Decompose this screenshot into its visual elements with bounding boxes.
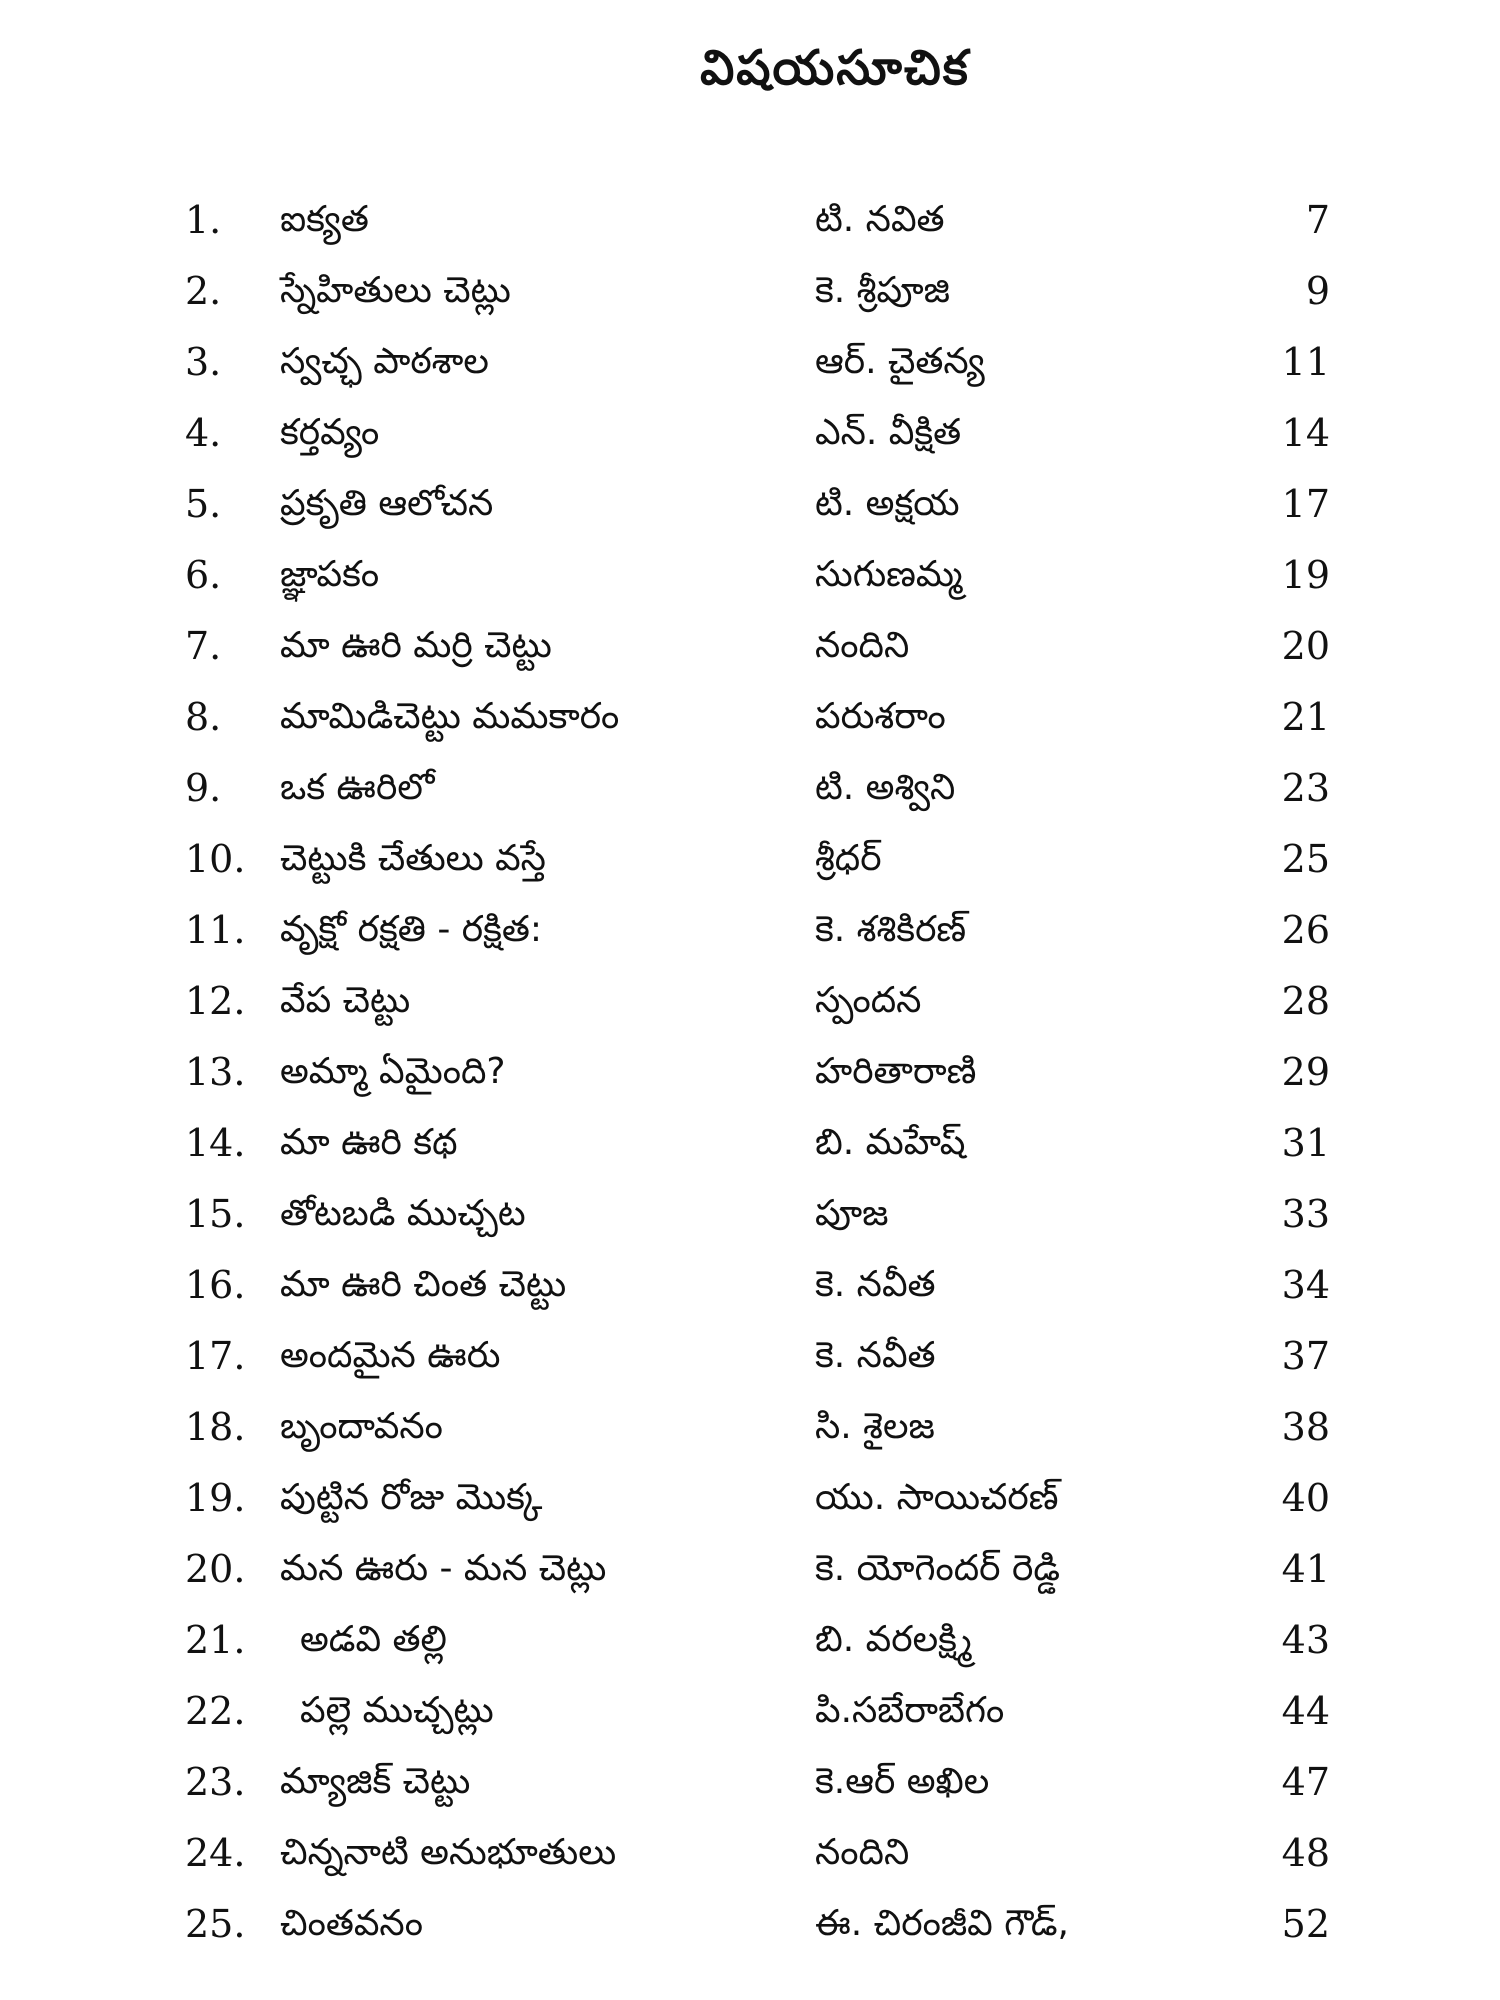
entry-author: హరితారాణి — [815, 1051, 977, 1092]
entry-title: పుట్టిన రోజు మొక్క — [280, 1477, 543, 1518]
entry-page-number: 23 — [1281, 766, 1330, 810]
entry-number: 11. — [185, 908, 246, 952]
entry-author: టి. అక్షయ — [815, 483, 960, 524]
entry-number: 22. — [185, 1689, 246, 1733]
entry-title: చెట్టుకి చేతులు వస్తే — [280, 838, 546, 879]
toc-entry — [0, 1184, 1500, 1255]
toc-entry — [0, 1397, 1500, 1468]
entry-page-number: 26 — [1281, 908, 1330, 952]
entry-page-number: 14 — [1281, 411, 1330, 455]
toc-entry — [0, 190, 1500, 261]
entry-number: 13. — [185, 1050, 246, 1094]
entry-author: ఆర్. చైతన్య — [815, 341, 985, 382]
entry-page-number: 48 — [1281, 1831, 1330, 1875]
entry-number: 16. — [185, 1263, 246, 1307]
toc-entry — [0, 616, 1500, 687]
toc-entry — [0, 1539, 1500, 1610]
entry-page-number: 29 — [1281, 1050, 1330, 1094]
entry-page-number: 28 — [1281, 979, 1330, 1023]
toc-entry — [0, 1681, 1500, 1752]
entry-title: ప్రకృతి ఆలోచన — [280, 483, 494, 524]
entry-page-number: 40 — [1281, 1476, 1330, 1520]
toc-entry — [0, 900, 1500, 971]
entry-title: కర్తవ్యం — [280, 412, 380, 453]
entry-author: బి. వరలక్ష్మి — [815, 1619, 973, 1660]
entry-title: మన ఊరు - మన చెట్లు — [280, 1548, 607, 1589]
entry-author: కె.ఆర్ అఖిల — [815, 1761, 990, 1802]
table-of-contents — [0, 190, 1500, 1965]
toc-entry — [0, 1468, 1500, 1539]
entry-number: 19. — [185, 1476, 246, 1520]
toc-entry — [0, 1326, 1500, 1397]
entry-author: కె. యోగెందర్ రెడ్డి — [815, 1548, 1060, 1589]
entry-title: వృక్షో రక్షతి - రక్షిత: — [280, 909, 543, 950]
entry-number: 3. — [185, 340, 222, 384]
entry-author: కె. శ్రీపూజి — [815, 270, 950, 311]
entry-author: టి. నవిత — [815, 199, 945, 240]
entry-title: చిన్ననాటి అనుభూతులు — [280, 1832, 617, 1873]
entry-title: స్వచ్ఛ పాఠశాల — [280, 341, 489, 382]
entry-number: 14. — [185, 1121, 246, 1165]
entry-title: స్నేహితులు చెట్లు — [280, 270, 511, 311]
toc-entry — [0, 1113, 1500, 1184]
entry-title: ఐక్యత — [280, 199, 369, 240]
entry-page-number: 47 — [1281, 1760, 1330, 1804]
entry-title: జ్ఞాపకం — [280, 554, 380, 595]
toc-entry — [0, 1610, 1500, 1681]
entry-number: 21. — [185, 1618, 246, 1662]
entry-author: కె. నవీత — [815, 1264, 936, 1305]
toc-entry — [0, 474, 1500, 545]
entry-page-number: 7 — [1305, 198, 1330, 242]
toc-entry — [0, 545, 1500, 616]
entry-number: 10. — [185, 837, 246, 881]
entry-title: మామిడిచెట్టు మమకారం — [280, 696, 620, 737]
entry-page-number: 31 — [1281, 1121, 1330, 1165]
toc-entry — [0, 971, 1500, 1042]
entry-page-number: 21 — [1281, 695, 1330, 739]
entry-page-number: 20 — [1281, 624, 1330, 668]
entry-author: ఎన్. వీక్షిత — [815, 412, 962, 453]
entry-title: చింతవనం — [280, 1903, 423, 1944]
entry-author: బి. మహేష్ — [815, 1122, 966, 1163]
entry-author: కె. నవీత — [815, 1335, 936, 1376]
entry-page-number: 38 — [1281, 1405, 1330, 1449]
entry-page-number: 52 — [1281, 1902, 1330, 1946]
entry-page-number: 33 — [1281, 1192, 1330, 1236]
entry-page-number: 17 — [1281, 482, 1330, 526]
entry-author: శ్రీధర్ — [815, 838, 882, 879]
entry-number: 7. — [185, 624, 222, 668]
toc-entry — [0, 332, 1500, 403]
entry-number: 4. — [185, 411, 222, 455]
entry-number: 9. — [185, 766, 222, 810]
entry-title: తోటబడి ముచ్చట — [280, 1193, 526, 1234]
entry-page-number: 11 — [1281, 340, 1330, 384]
entry-number: 17. — [185, 1334, 246, 1378]
entry-title: బృందావనం — [280, 1406, 443, 1447]
entry-title: అడవి తల్లి — [300, 1619, 447, 1660]
entry-title: ఒక ఊరిలో — [280, 767, 435, 808]
entry-number: 20. — [185, 1547, 246, 1591]
entry-number: 5. — [185, 482, 222, 526]
entry-number: 12. — [185, 979, 246, 1023]
entry-page-number: 34 — [1281, 1263, 1330, 1307]
entry-number: 6. — [185, 553, 222, 597]
entry-number: 23. — [185, 1760, 246, 1804]
toc-entry — [0, 1255, 1500, 1326]
toc-entry — [0, 687, 1500, 758]
entry-page-number: 43 — [1281, 1618, 1330, 1662]
entry-page-number: 25 — [1281, 837, 1330, 881]
entry-title: అమ్మా ఏమైంది? — [280, 1051, 506, 1092]
entry-number: 18. — [185, 1405, 246, 1449]
toc-entry — [0, 1894, 1500, 1965]
entry-author: స్పందన — [815, 980, 922, 1021]
toc-entry — [0, 1823, 1500, 1894]
toc-entry — [0, 1752, 1500, 1823]
entry-number: 25. — [185, 1902, 246, 1946]
entry-author: పూజ — [815, 1193, 889, 1234]
entry-number: 15. — [185, 1192, 246, 1236]
entry-number: 24. — [185, 1831, 246, 1875]
entry-author: పి.సబేరాబేగం — [815, 1690, 1005, 1731]
entry-author: సుగుణమ్మ — [815, 554, 963, 595]
toc-entry — [0, 261, 1500, 332]
entry-title: మా ఊరి మర్రి చెట్టు — [280, 625, 552, 666]
entry-title: అందమైన ఊరు — [280, 1335, 501, 1376]
entry-author: నందిని — [815, 625, 910, 666]
entry-page-number: 44 — [1281, 1689, 1330, 1733]
entry-number: 8. — [185, 695, 222, 739]
entry-title: వేప చెట్టు — [280, 980, 411, 1021]
entry-author: ఈ. చిరంజీవి గౌడ్, — [815, 1903, 1069, 1944]
entry-author: యు. సాయిచరణ్ — [815, 1477, 1059, 1518]
entry-title: మా ఊరి చింత చెట్టు — [280, 1264, 567, 1305]
entry-title: పల్లె ముచ్చట్లు — [300, 1690, 494, 1731]
toc-entry — [0, 403, 1500, 474]
entry-title: మ్యాజిక్ చెట్టు — [280, 1761, 471, 1802]
entry-title: మా ఊరి కథ — [280, 1122, 458, 1163]
entry-page-number: 19 — [1281, 553, 1330, 597]
entry-page-number: 41 — [1281, 1547, 1330, 1591]
entry-page-number: 37 — [1281, 1334, 1330, 1378]
page-title: విషయసూచిక — [700, 40, 970, 96]
toc-entry — [0, 758, 1500, 829]
entry-number: 2. — [185, 269, 222, 313]
entry-page-number: 9 — [1305, 269, 1330, 313]
entry-author: సి. శైలజ — [815, 1406, 935, 1447]
entry-author: టి. అశ్విని — [815, 767, 956, 808]
toc-entry — [0, 1042, 1500, 1113]
entry-author: పరుశరాం — [815, 696, 946, 737]
entry-author: నందిని — [815, 1832, 910, 1873]
entry-number: 1. — [185, 198, 222, 242]
entry-author: కె. శశికిరణ్ — [815, 909, 967, 950]
toc-entry — [0, 829, 1500, 900]
